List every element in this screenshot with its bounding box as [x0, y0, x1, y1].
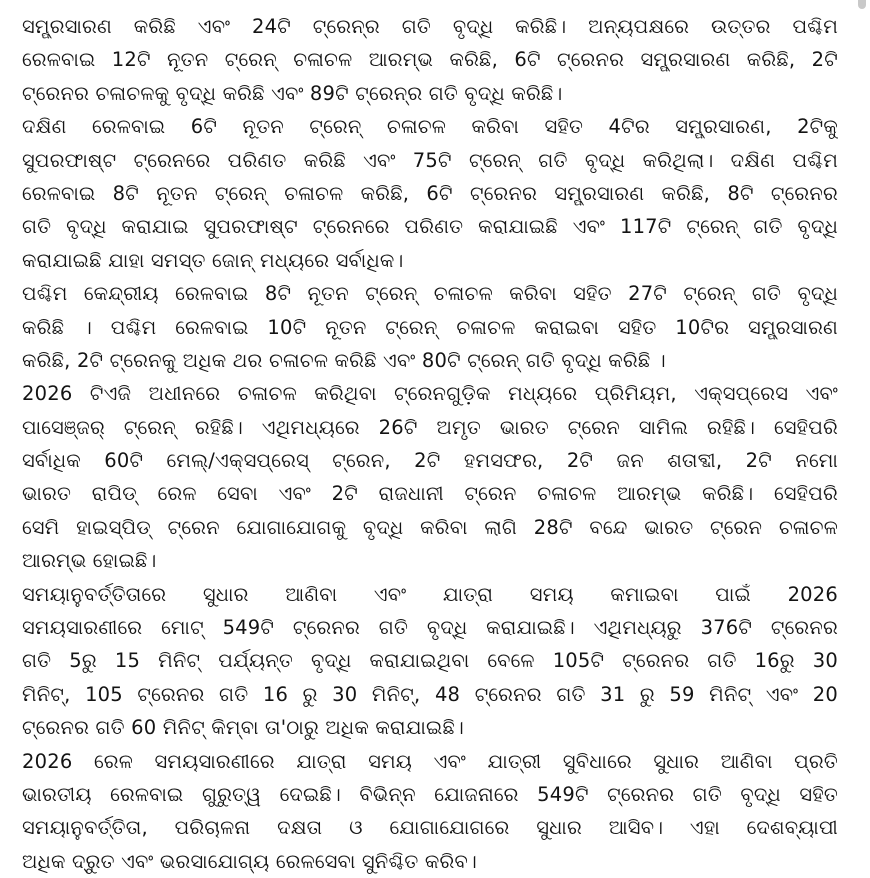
text-line: ମିନିଟ୍, 105 ଟ୍ରେନର ଗତି 16 ରୁ 30 ମିନିଟ୍, 48 ଟ୍ରେନର ଗତି 31 ରୁ 59 ମିନିଟ୍ ଏବଂ 20: [22, 682, 838, 706]
text-line: ପଶ୍ଚିମ କେନ୍ଦ୍ରୀୟ ରେଳବାଇ 8ଟି ନୂତନ ଟ୍ରେନ୍ ଚଳାଚଳ କରିବା ସହିତ 27ଟି ଟ୍ରେନ୍ ଗତି ବୃଦ୍ଧି: [22, 282, 838, 306]
text-line: ସୁପରଫାଷ୍ଟ ଟ୍ରେନରେ ପରିଣତ କରିଛି ଏବଂ 75ଟି ଟ୍ରେନ୍ ଗତି ବୃଦ୍ଧି କରିଥିଲା। ଦକ୍ଷିଣ ପଶ୍ଚିମ: [22, 148, 838, 172]
text-line: ସର୍ବାଧିକ 60ଟି ମେଲ୍/ଏକ୍ସପ୍ରେସ୍ ଟ୍ରେନ, 2ଟି ହମସଫର, 2ଟି ଜନ ଶତାବ୍ଦୀ, 2ଟି ନମୋ: [22, 449, 838, 473]
text-line: ରେଳବାଇ 8ଟି ନୂତନ ଟ୍ରେନ୍ ଚଳାଚଳ କରିଛି, 6ଟି ଟ୍ରେନର ସମ୍ପ୍ରସାରଣ କରିଛି, 8ଟି ଟ୍ରେନର: [22, 181, 838, 205]
text-line: ଦକ୍ଷିଣ ରେଳବାଇ 6ଟି ନୂତନ ଟ୍ରେନ୍ ଚଳାଚଳ କରିବା ସହିତ 4ଟିର ସମ୍ପ୍ରସାରଣ, 2ଟିକୁ: [22, 115, 838, 139]
document-body: [22, 10, 838, 878]
text-line: ସମୟସାରଣୀରେ ମୋଟ୍ 549ଟି ଟ୍ରେନର ଗତି ବୃଦ୍ଧି କରାଯାଇଛି। ଏଥିମଧ୍ୟରୁ 376ଟି ଟ୍ରେନର: [22, 616, 838, 640]
text-line: ସେମି ହାଇସ୍ପିଡ୍ ଟ୍ରେନ ଯୋଗାଯୋଗକୁ ବୃଦ୍ଧି କରିବା ଲାଗି 28ଟି ବନ୍ଦେ ଭାରତ ଟ୍ରେନ ଚଳାଚଳ: [22, 515, 838, 539]
text-line: କରିଛି, 2ଟି ଟ୍ରେନକୁ ଅଧିକ ଥର ଚଳାଚଳ କରିଛି ଏବଂ 80ଟି ଟ୍ରେନ୍ ଗତି ବୃଦ୍ଧି କରିଛି ।: [22, 348, 666, 372]
paragraph-punctuality: [22, 578, 838, 745]
text-line: ଟ୍ରେନର ଗତି 60 ମିନିଟ୍ କିମ୍ବା ତା'ଠାରୁ ଅଧିକ କରାଯାଇଛି।: [22, 716, 465, 740]
text-line: ରେଳବାଇ 12ଟି ନୂତନ ଟ୍ରେନ୍ ଚଳାଚଳ ଆରମ୍ଭ କରିଛି, 6ଟି ଟ୍ରେନର ସମ୍ପ୍ରସାରଣ କରିଛି, 2ଟି: [22, 48, 838, 72]
text-line: ସମୟାନୁବର୍ତ୍ତିତାରେ ସୁଧାର ଆଣିବା ଏବଂ ଯାତ୍ରା ସମୟ କମାଇବା ପାଇଁ 2026: [22, 582, 838, 606]
text-line: ଅଧିକ ଦ୍ରୁତ ଏବଂ ଭରସାଯୋଗ୍ୟ ରେଳସେବା ସୁନିଶ୍ଚିତ କରିବ।: [22, 849, 477, 873]
text-line: 2026 ରେଳ ସମୟସାରଣୀରେ ଯାତ୍ରା ସମୟ ଏବଂ ଯାତ୍ରୀ ସୁବିଧାରେ ସୁଧାର ଆଣିବା ପ୍ରତି: [22, 749, 838, 773]
paragraph-west-central-railway: [22, 277, 838, 377]
text-line: ଭାରତ ରାପିଡ୍ ରେଳ ସେବା ଏବଂ 2ଟି ରାଜଧାନୀ ଟ୍ରେନ ଚଳାଚଳ ଆରମ୍ଭ କରିଛି। ସେହିପରି: [22, 482, 838, 506]
text-line: ଗତି ବୃଦ୍ଧି କରାଯାଇ ସୁପରଫାଷ୍ଟ ଟ୍ରେନରେ ପରିଣତ କରାଯାଇଛି ଏବଂ 117ଟି ଟ୍ରେନ୍ ଗତି ବୃଦ୍ଧି: [22, 215, 838, 239]
text-line: କରାଯାଇଛି ଯାହା ସମସ୍ତ ଜୋନ୍ ମଧ୍ୟରେ ସର୍ବାଧିକ।: [22, 248, 404, 272]
paragraph-tag-2026-trains: [22, 377, 838, 577]
paragraph-southern-railway: [22, 110, 838, 277]
text-line: ଭାରତୀୟ ରେଳବାଇ ଗୁରୁତ୍ୱ ଦେଇଛି। ବିଭିନ୍ନ ଯୋଜନାରେ 549ଟି ଟ୍ରେନର ଗତି ବୃଦ୍ଧି ସହିତ: [22, 782, 838, 806]
text-line: ଆରମ୍ଭ ହୋଇଛି।: [22, 549, 157, 573]
text-line: ଟ୍ରେନର ଚଳାଚଳକୁ ବୃଦ୍ଧି କରିଛି ଏବଂ 89ଟି ଟ୍ରେନ୍‌ର ଗତି ବୃଦ୍ଧି କରିଛି।: [22, 81, 563, 105]
text-line: ସମ୍ପ୍ରସାରଣ କରିଛି ଏବଂ 24ଟି ଟ୍ରେନ୍‌ର ଗତି ବୃଦ୍ଧି କରିଛି। ଅନ୍ୟପକ୍ଷରେ ଉତ୍ତର ପଶ୍ଚିମ: [22, 15, 838, 38]
text-line: ଗତି 5ରୁ 15 ମିନିଟ୍ ପର୍ଯ୍ୟନ୍ତ ବୃଦ୍ଧି କରାଯାଇଥିବା ବେଳେ 105ଟି ଟ୍ରେନର ଗତି 16ରୁ 30: [22, 649, 838, 673]
paragraph-northwest-railway: [22, 10, 838, 110]
text-line: ସମୟାନୁବର୍ତ୍ତିତା, ପରିଚାଳନା ଦକ୍ଷତା ଓ ଯୋଗାଯୋଗରେ ସୁଧାର ଆସିବ। ଏହା ଦେଶବ୍ୟାପୀ: [22, 816, 838, 840]
scrollbar-thumb[interactable]: [858, 0, 866, 9]
vertical-scrollbar[interactable]: [856, 0, 868, 874]
text-line: କରିଛି । ପଶ୍ଚିମ ରେଳବାଇ 10ଟି ନୂତନ ଟ୍ରେନ୍ ଚଳାଚଳ କରାଇବା ସହିତ 10ଟିର ସମ୍ପ୍ରସାରଣ: [22, 315, 838, 339]
text-line: 2026 ଟିଏଜି ଅଧୀନରେ ଚଳାଚଳ କରିଥିବା ଟ୍ରେନଗୁଡ଼ିକ ମଧ୍ୟରେ ପ୍ରିମିୟମ, ଏକ୍ସପ୍ରେସ ଏବଂ: [22, 382, 838, 406]
paragraph-conclusion: [22, 745, 838, 878]
text-line: ପାସେଞ୍ଜର୍ ଟ୍ରେନ୍ ରହିଛି। ଏଥିମଧ୍ୟରେ 26ଟି ଅମୃତ ଭାରତ ଟ୍ରେନ ସାମିଲ ରହିଛି। ସେହିପରି: [22, 415, 838, 439]
